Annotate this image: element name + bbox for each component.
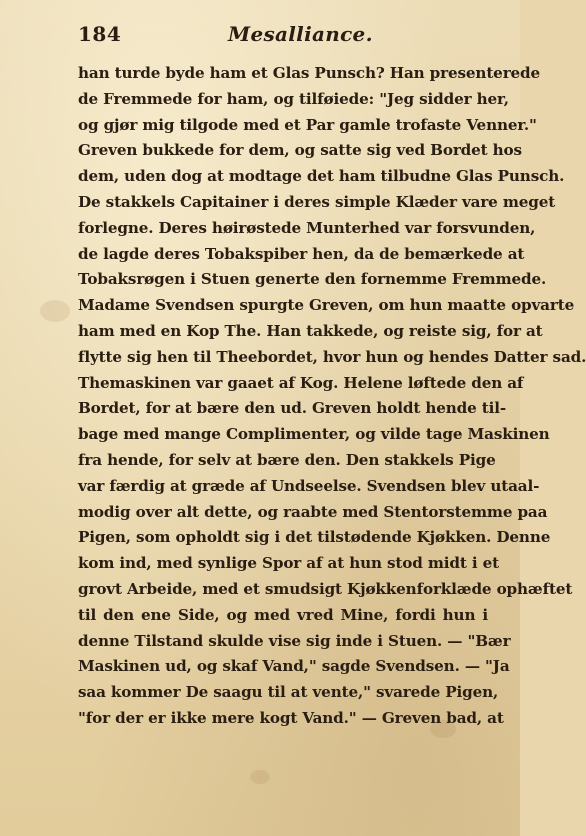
text-line: modig over alt dette, og raabte med Stentorstemme paa [78,502,548,521]
text-line: var færdig at græde af Undseelse. Svendsen blev utaal- [78,476,540,495]
text-line: saa kommer De saagu til at vente," svarede Pigen, [78,683,499,702]
text-line: grovt Arbeide, med et smudsigt Kjøkkenforklæde ophæftet [78,579,573,598]
text-line: bage med mange Complimenter, og vilde tage Maskinen [78,425,550,444]
text-line: Tobaksrøgen i Stuen generte den fornemme Fremmede. [78,270,547,289]
text-line: denne Tilstand skulde vise sig inde i Stuen. — "Bær [78,631,511,650]
text-line: Bordet, for at bære den ud. Greven holdt hende til- [78,399,507,418]
paper-stain [40,300,70,322]
text-line: han turde byde ham et Glas Punsch? Han presenterede [78,64,541,82]
text-line: "for der er ikke mere kogt Vand." — Greven bad, at [78,708,504,727]
text-line: Pigen, som opholdt sig i det tilstødende Kjøkken. Denne [78,528,551,547]
paper-stain [250,770,270,784]
text-line: de lagde deres Tobakspiber hen, da de bemærkede at [78,244,525,263]
text-line: Themaskinen var gaaet af Kog. Helene løftede den af [78,373,524,392]
page-number: 184 [78,22,122,46]
text-line: og gjør mig tilgode med et Par gamle trofaste Venner." [78,115,537,134]
running-title: Mesalliance. [228,22,373,46]
text-line: dem, uden dog at modtage det ham tilbudne Glas Punsch. [78,167,565,186]
text-line: flytte sig hen til Theebordet, hvor hun og hendes Datter sad. [78,347,586,366]
text-line: Maskinen ud, og skaf Vand," sagde Svendsen. — "Ja [78,657,510,676]
text-line: de Fremmede for ham, og tilføiede: "Jeg sidder her, [78,89,509,108]
text-line: De stakkels Capitainer i deres simple Klæder vare meget [78,192,556,211]
body-text [78,61,586,732]
text-line: ham med en Kop The. Han takkede, og reiste sig, for at [78,321,543,340]
text-line: til den ene Side, og med vred Mine, fordi hun i [78,605,488,624]
text-line: fra hende, for selv at bære den. Den stakkels Pige [78,450,496,469]
text-line: kom ind, med synlige Spor af at hun stod midt i et [78,554,500,573]
running-head [78,22,488,48]
text-line: forlegne. Deres høirøstede Munterhed var forsvunden, [78,218,536,237]
text-line: Madame Svendsen spurgte Greven, om hun maatte opvarte [78,296,575,315]
text-line: Greven bukkede for dem, og satte sig ved Bordet hos [78,141,522,160]
